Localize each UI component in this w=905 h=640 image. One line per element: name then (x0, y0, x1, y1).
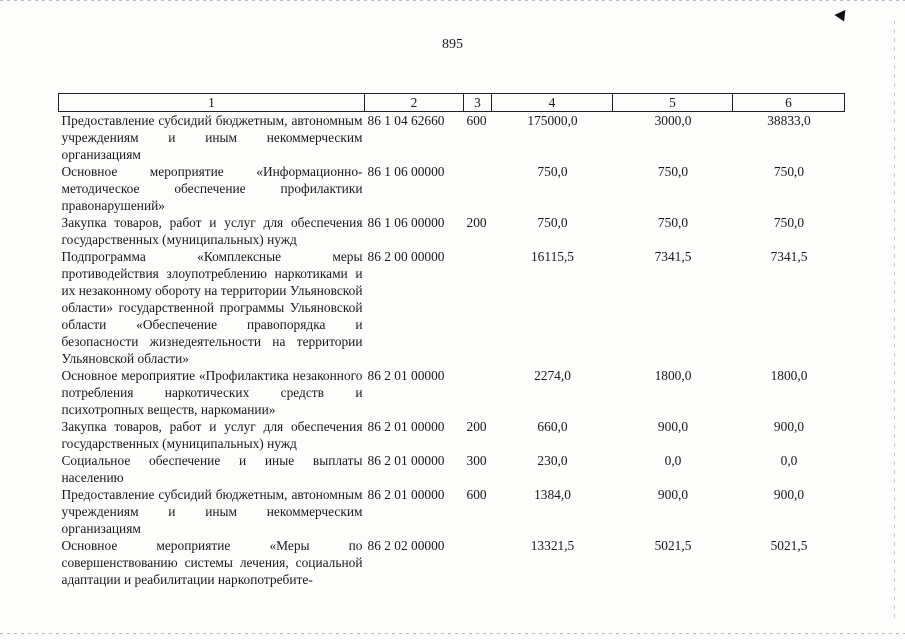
header-col-4: 4 (492, 94, 613, 112)
row-name-cell: Закупка товаров, работ и услуг для обеспечения государственных (муниципальных) нужд (61, 215, 363, 247)
scan-edge-bottom (0, 633, 905, 634)
table-header (59, 94, 845, 112)
row-code-cell: 86 1 04 62660 (367, 113, 445, 128)
row-value-col5: 7341,5 (654, 249, 692, 264)
row-value-col5: 5021,5 (654, 538, 692, 553)
row-value-col4: 175000,0 (527, 113, 578, 128)
row-value-col5: 750,0 (657, 215, 689, 230)
corner-mark-icon (834, 10, 849, 24)
row-type-cell (464, 163, 492, 214)
row-type-cell (464, 537, 492, 588)
row-value-col5: 3000,0 (654, 113, 692, 128)
header-col-6: 6 (733, 94, 845, 112)
scan-edge-top (0, 0, 905, 1)
table-row (59, 248, 845, 367)
row-code-cell: 86 2 00 00000 (367, 249, 445, 264)
row-code-cell: 86 1 06 00000 (367, 164, 445, 179)
row-value-col5: 900,0 (657, 487, 689, 502)
row-type-cell: 300 (466, 453, 487, 468)
row-value-col5: 750,0 (657, 164, 689, 179)
page-number: 895 (442, 37, 463, 52)
table-row (59, 537, 845, 588)
row-type-cell: 200 (466, 419, 487, 434)
row-value-col6: 38833,0 (767, 113, 811, 128)
row-value-col6: 7341,5 (770, 249, 808, 264)
header-col-1: 1 (59, 94, 365, 112)
row-name-cell: Предоставление субсидий бюджетным, автономным учреждениям и иным некоммерческим организациям (61, 487, 363, 536)
table-row (59, 163, 845, 214)
row-name-cell: Основное мероприятие «Профилактика незаконного потребления наркотических средств и психотропных веществ, наркомании» (61, 368, 363, 417)
header-col-2: 2 (365, 94, 464, 112)
row-value-col6: 0,0 (780, 453, 798, 468)
row-value-col4: 2274,0 (534, 368, 571, 383)
header-col-5: 5 (613, 94, 733, 112)
row-name-cell: Закупка товаров, работ и услуг для обеспечения государственных (муниципальных) нужд (61, 419, 363, 451)
row-value-col5: 1800,0 (654, 368, 692, 383)
table-row (59, 367, 845, 418)
table-row (59, 486, 845, 537)
row-name-cell: Подпрограмма «Комплексные меры противодействия злоупотреблению наркотиками и их незаконному обороту на территории Ульяновской области» государственной программы Ульяновской области «Обеспечение правопорядка и безопасности жизнедеятельности на территории Ульяновской области» (61, 249, 363, 366)
row-name-cell: Предоставление субсидий бюджетным, автономным учреждениям и иным некоммерческим организациям (61, 113, 363, 162)
row-value-col6: 900,0 (773, 487, 805, 502)
row-value-col6: 750,0 (773, 164, 805, 179)
row-value-col4: 16115,5 (530, 249, 575, 264)
row-value-col4: 13321,5 (530, 538, 575, 553)
row-code-cell: 86 1 06 00000 (367, 215, 445, 230)
budget-table (58, 93, 845, 588)
row-code-cell: 86 2 01 00000 (367, 368, 445, 383)
row-type-cell (464, 248, 492, 367)
header-col-3: 3 (464, 94, 492, 112)
row-type-cell: 600 (466, 113, 487, 128)
row-value-col5: 900,0 (657, 419, 689, 434)
table-row (59, 418, 845, 452)
header-row (59, 94, 845, 112)
row-type-cell: 200 (466, 215, 487, 230)
table-row (59, 452, 845, 486)
row-code-cell: 86 2 01 00000 (367, 419, 445, 434)
table-row (59, 214, 845, 248)
table-row (59, 112, 845, 164)
row-code-cell: 86 2 01 00000 (367, 487, 445, 502)
row-code-cell: 86 2 02 00000 (367, 538, 445, 553)
row-value-col6: 750,0 (773, 215, 805, 230)
table-body (59, 112, 845, 589)
row-name-cell: Основное мероприятие «Информационно-методическое обеспечение профилактики правонарушений» (61, 164, 363, 213)
row-value-col6: 5021,5 (770, 538, 808, 553)
row-value-col5: 0,0 (664, 453, 682, 468)
row-name-cell: Социальное обеспечение и иные выплаты населению (61, 453, 363, 485)
row-value-col6: 1800,0 (770, 368, 808, 383)
row-value-col4: 750,0 (537, 215, 568, 230)
row-name-cell: Основное мероприятие «Меры по совершенствованию системы лечения, социальной адаптации и реабилитации наркопотребите- (61, 538, 363, 587)
row-value-col4: 750,0 (537, 164, 568, 179)
row-value-col4: 230,0 (537, 453, 568, 468)
row-code-cell: 86 2 01 00000 (367, 453, 445, 468)
row-type-cell (464, 367, 492, 418)
row-value-col6: 900,0 (773, 419, 805, 434)
row-value-col4: 660,0 (537, 419, 568, 434)
row-value-col4: 1384,0 (534, 487, 571, 502)
scan-edge-right (894, 20, 895, 620)
row-type-cell: 600 (466, 487, 487, 502)
